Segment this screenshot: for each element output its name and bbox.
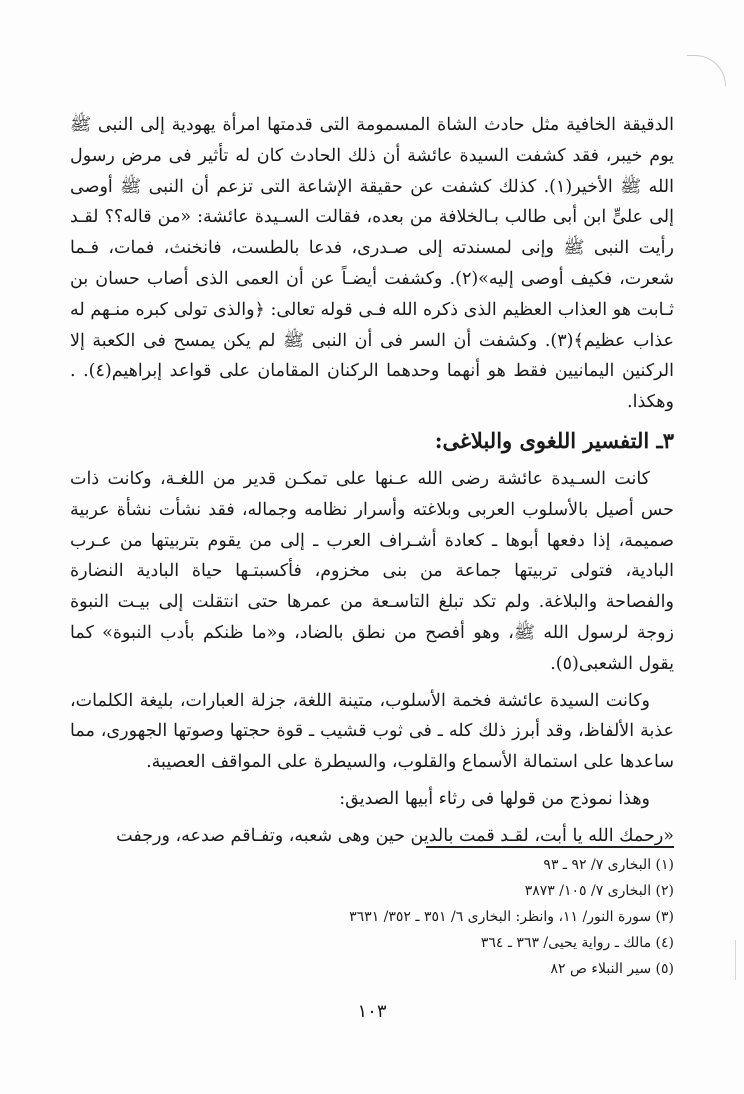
footnote-item: (٣) سورة النور/ ١١، وانظر: البخارى ٦/ ٣٥١ ـ ٣٥٢/ ٣٦٣١ xyxy=(349,909,674,925)
page-corner-fold-mark xyxy=(687,55,726,86)
section-heading: ٣ـ التفسير اللغوى والبلاغى: xyxy=(434,427,674,453)
page-number: ١٠٣ xyxy=(357,1001,387,1022)
page-edge-mark xyxy=(729,940,736,980)
paragraph-aisha-revelations: الدقيقة الخافية مثل حادث الشاة المسمومة التى قدمتها امرأة يهودية إلى النبى ﷺ يوم خيبر، فقد كشفت السيدة عائشة أن ذلك الحادث كان له تأثير فى مرض رسول الله ﷺ الأخير(١). كذلك كشفت عن حقيقة الإشاعة التى تزعم أن النبى ﷺ أوصى إلى علىٍّ ابن أبى طالب بـالخلافة من بعده، فقالت السـيدة عائشة: «من قاله؟؟ لقـد رأيت النبى ﷺ وإنى لمسندته إلى صـدرى، فدعا بالطست، فانخنث، فمات، فـما شعرت، فكيف أوصى إليه»(٢). وكشفت أيضـاً عن أن العمى الذى أصاب حسان بن ثـابت هو العذاب العظيم الذى ذكره الله فـى قوله تعالى: ﴿والذى تولى كبره منـهم له عذاب عظيم﴾(٣). وكشفت أن السر فى أن النبى ﷺ لم يكن يمسح فى الكعبة إلا الركنين اليمانيين فقط هو أنهما وحدهما الركنان المقامان على قواعد إبراهيم(٤). . وهكذا. xyxy=(70,115,675,413)
footnote-divider xyxy=(426,846,674,848)
paragraph-elegy-quote: «رحمك الله يا أبت، لقـد قمت بالدين حين وهى شعبه، وتفـاقم صدعه، ورجفت xyxy=(116,825,674,846)
paragraph-language-mastery: كانت السـيدة عائشة رضى الله عـنها على تمكـن قدير من اللغـة، وكانت ذات حس أصيل بالأسلوب العربى وبلاغته وأسرار نظامه وجماله، فقد نشأت نشأة عربية صميمة، إذا دفعها أبوها ـ كعادة أشـراف العرب ـ إلى من يقوم بتربيتها من عـرب البادية، فتولى تربيتها جماعة من بنى مخزوم، فأكسبتـها حياة البادية النضارة والفصاحة والبلاغة. ولم تكد تبلغ التاسـعة من عمرها حتى انتقلت إلى بيـت النبوة زوجة لرسول الله ﷺ، وهو أفصح من نطق بالضاد، و«ما ظنكم بأدب النبوة» كما يقول الشعبى(٥). xyxy=(70,468,674,674)
main-text xyxy=(70,110,674,858)
paragraph-eloquent-style: وكانت السيدة عائشة فخمة الأسلوب، متينة اللغة، جزلة العبارات، بليغة الكلمات، عذبة الألفاظ، وقد أبرز ذلك كله ـ فى ثوب قشيب ـ قوة حجتها وصوتها الجهورى، مما ساعدها على استمالة الأسماع والقلوب، والسيطرة على المواقف العصيبة. xyxy=(70,690,674,773)
footnote-item: (٢) البخارى ٧/ ١٠٥/ ٣٨٧٣ xyxy=(524,883,674,899)
footnotes-list xyxy=(70,852,674,982)
footnote-item: (١) البخارى ٧/ ٩٢ ـ ٩٣ xyxy=(543,857,674,873)
footnote-item: (٥) سير النبلاء ص ٨٢ xyxy=(550,961,674,977)
footnote-item: (٤) مالك ـ رواية يحيى/ ٣٦٣ ـ ٣٦٤ xyxy=(480,935,674,951)
paragraph-example-intro: وهذا نموذج من قولها فى رثاء أبيها الصديق: xyxy=(339,788,650,809)
